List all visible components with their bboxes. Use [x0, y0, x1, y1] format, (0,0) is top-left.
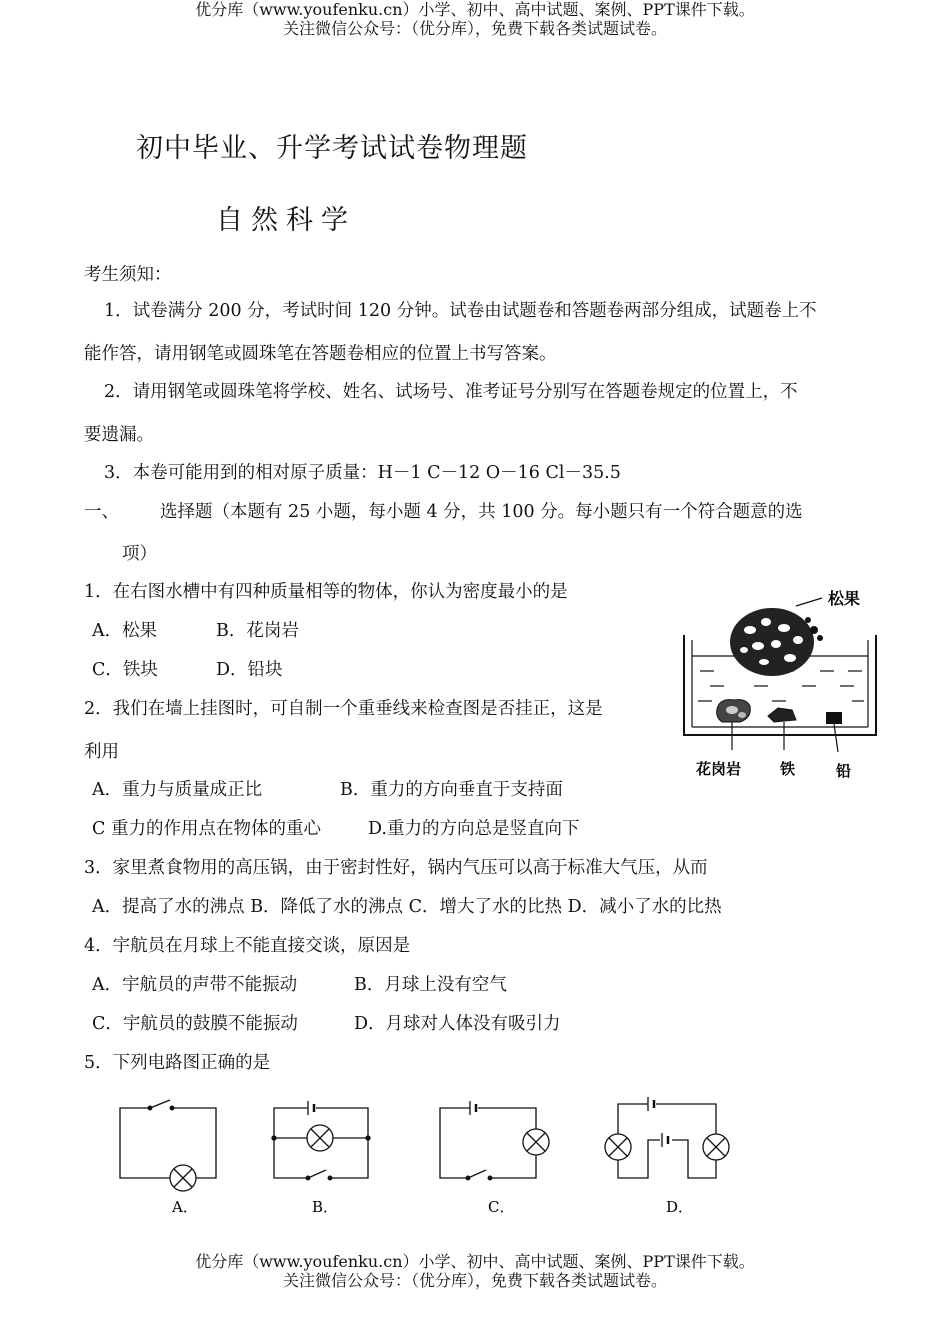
- q4-stem: 4．宇航员在月球上不能直接交谈，原因是: [84, 936, 411, 956]
- q1-water-tank-figure: [670, 580, 880, 785]
- circuit-label-b: B．: [312, 1198, 339, 1216]
- notice-item-2-line-2: 要遗漏。: [84, 425, 154, 445]
- label-iron: 铁: [780, 760, 796, 778]
- section-text-line-1: 选择题（本题有 25 小题，每小题 4 分，共 100 分。每小题只有一个符合题意的选: [160, 502, 803, 522]
- q1-option-d: D．铅块: [216, 660, 283, 680]
- circuit-label-d: D．: [666, 1198, 694, 1216]
- q5-circuit-diagrams: [100, 1090, 750, 1220]
- lead-block: [826, 712, 842, 724]
- circuit-label-a: A．: [172, 1198, 198, 1216]
- header-line-1: 优分库（www.youfenku.cn）小学、初中、高中试题、案例、PPT课件下载。: [195, 0, 755, 19]
- header-line-2: 关注微信公众号：（优分库），免费下载各类试题试卷。: [282, 19, 667, 38]
- pinecone-pointer: [796, 598, 822, 606]
- q5-stem: 5．下列电路图正确的是: [84, 1053, 271, 1073]
- notice-item-1-line-2: 能作答，请用钢笔或圆珠笔在答题卷相应的位置上书写答案。: [84, 344, 557, 364]
- section-number: 一、: [84, 502, 119, 522]
- label-pinecone: 松果: [828, 589, 861, 608]
- section-text-line-2: 项）: [122, 544, 157, 564]
- circuit-label-c: C．: [488, 1198, 515, 1216]
- q1-stem: 1．在右图水槽中有四种质量相等的物体，你认为密度最小的是: [84, 582, 568, 602]
- notice-item-1-line-1: 1．试卷满分 200 分，考试时间 120 分钟。试卷由试题卷和答题卷两部分组成，试题卷上不: [104, 301, 817, 321]
- circuit-a: [120, 1100, 216, 1191]
- page-title: 初中毕业、升学考试试卷物理题: [136, 133, 528, 164]
- notice-item-3: 3．本卷可能用到的相对原子质量：H－1 C－12 O－16 Cl－35.5: [104, 463, 621, 483]
- footer-line-1: 优分库（www.youfenku.cn）小学、初中、高中试题、案例、PPT课件下载。: [195, 1252, 755, 1271]
- q2-option-d: D.重力的方向总是竖直向下: [368, 819, 580, 839]
- iron-block: [768, 708, 796, 722]
- pinecone-drawing: [730, 608, 823, 676]
- footer-line-2: 关注微信公众号：（优分库），免费下载各类试题试卷。: [282, 1271, 667, 1290]
- q3-options: A．提高了水的沸点 B．降低了水的沸点 C．增大了水的比热 D．减小了水的比热: [92, 897, 722, 917]
- q2-stem-line-1: 2．我们在墙上挂图时，可自制一个重垂线来检查图是否挂正，这是: [84, 699, 603, 719]
- q2-stem-line-2: 利用: [84, 742, 119, 762]
- q2-option-a: A．重力与质量成正比: [92, 780, 263, 800]
- circuit-b: [272, 1101, 370, 1180]
- q1-option-b: B．花岗岩: [216, 621, 299, 641]
- lead-pointer: [834, 724, 838, 752]
- label-granite: 花岗岩: [696, 760, 742, 778]
- notice-item-2-line-1: 2．请用钢笔或圆珠笔将学校、姓名、试场号、准考证号分别写在答题卷规定的位置上，不: [104, 382, 798, 402]
- notice-heading: 考生须知：: [84, 265, 172, 285]
- q4-option-a: A．宇航员的声带不能振动: [92, 975, 298, 995]
- q3-stem: 3．家里煮食物用的高压锅，由于密封性好，锅内气压可以高于标准大气压，从而: [84, 858, 708, 878]
- circuit-d: [605, 1097, 729, 1178]
- q4-option-b: B．月球上没有空气: [354, 975, 507, 995]
- q4-option-d: D．月球对人体没有吸引力: [354, 1014, 561, 1034]
- water-dashes: [698, 671, 864, 701]
- page-subtitle: 自然科学: [216, 205, 356, 236]
- circuit-c: [440, 1101, 549, 1180]
- q1-option-c: C．铁块: [92, 660, 158, 680]
- q2-option-b: B．重力的方向垂直于支持面: [340, 780, 563, 800]
- q1-option-a: A．松果: [92, 621, 158, 641]
- q4-option-c: C．宇航员的鼓膜不能振动: [92, 1014, 298, 1034]
- label-lead: 铅: [836, 762, 852, 780]
- q2-option-c: C 重力的作用点在物体的重心: [92, 819, 321, 839]
